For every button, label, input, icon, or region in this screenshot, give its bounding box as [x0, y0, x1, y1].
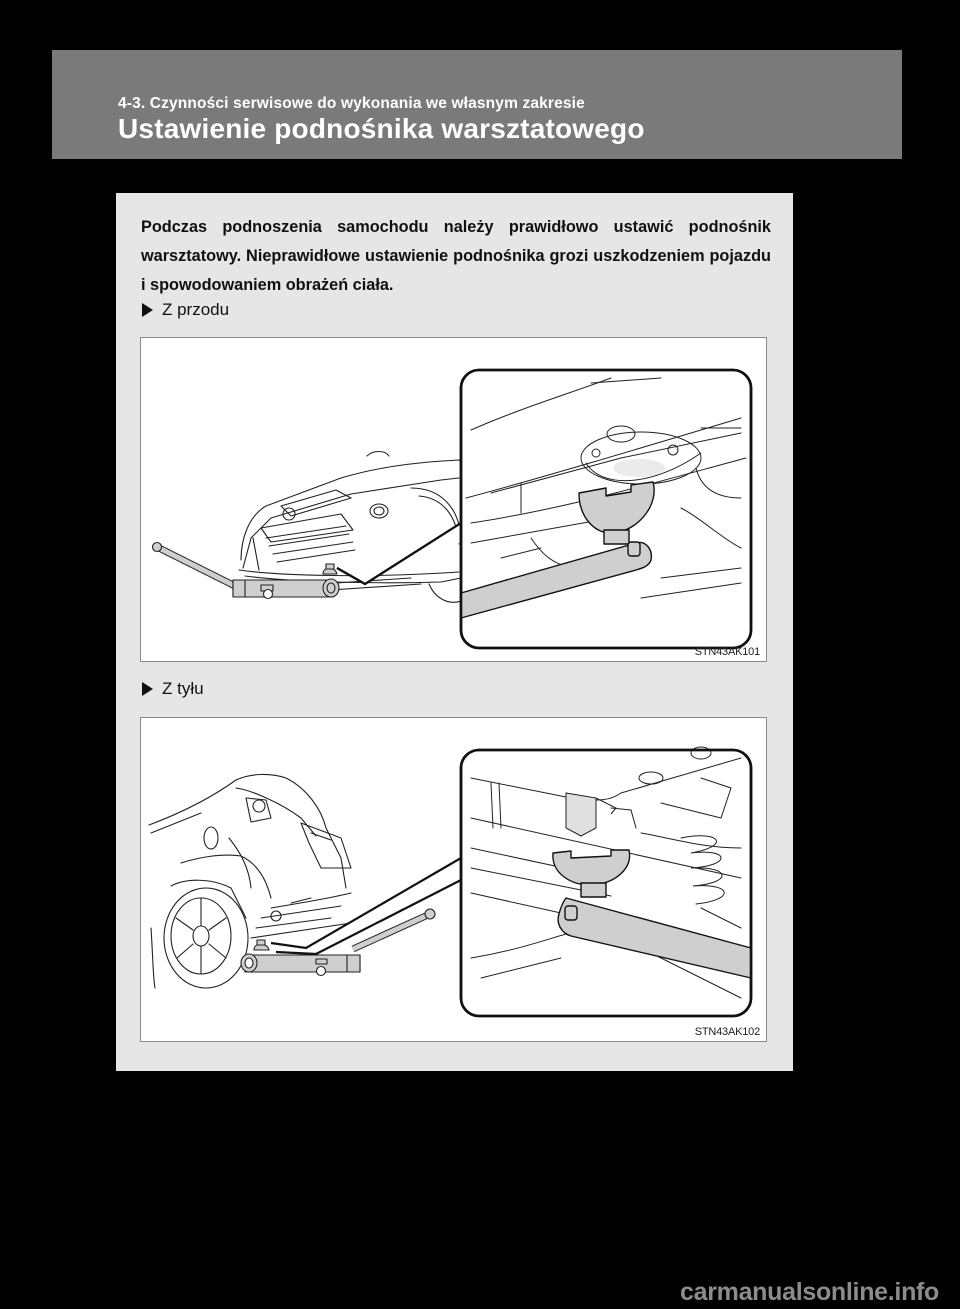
- figure-rear-jack-point: [140, 717, 767, 1042]
- site-watermark: carmanualsonline.info: [680, 1278, 940, 1306]
- section-breadcrumb: 4-3. Czynności serwisowe do wykonania we własnym zakresie: [118, 95, 585, 112]
- triangle-right-icon: [142, 682, 153, 696]
- figure-front-jack-point: [140, 337, 767, 662]
- figure-code: STN43AK102: [694, 1026, 760, 1038]
- rear-jack-illustration: [141, 718, 767, 1042]
- section-heading-rear: [141, 679, 204, 699]
- content-panel: [116, 193, 793, 1071]
- section-label: Z przodu: [162, 300, 230, 319]
- section-heading-front: [141, 300, 229, 320]
- figure-code: STN43AK101: [694, 646, 760, 658]
- page-header: [52, 50, 902, 159]
- section-label: Z tyłu: [162, 679, 204, 698]
- triangle-right-icon: [142, 303, 153, 317]
- front-jack-illustration: [141, 338, 767, 662]
- intro-warning-text: Podczas podnoszenia samochodu należy prawidłowo ustawić podnośnik warsztatowy. Nieprawidłowe ustawienie podnośnika grozi uszkodzeniem pojazdu i spowodowaniem obrażeń ciała.: [141, 218, 771, 294]
- page-title: Ustawienie podnośnika warsztatowego: [118, 113, 645, 144]
